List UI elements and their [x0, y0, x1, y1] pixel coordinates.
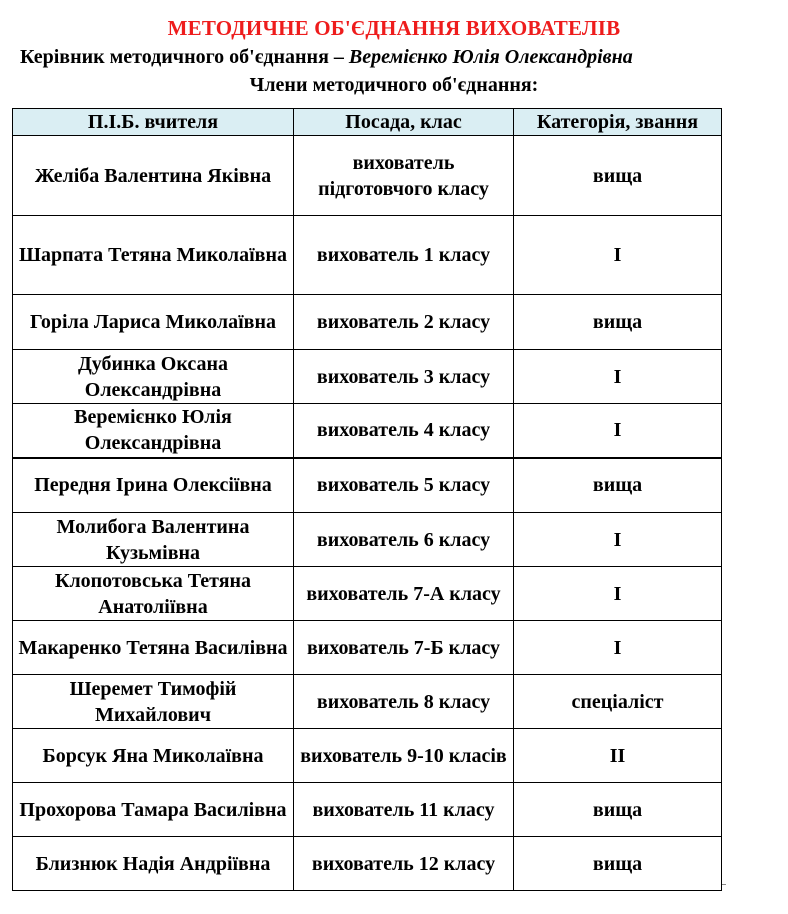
teacher-name: Молибога Валентина Кузьмівна [13, 513, 294, 567]
teacher-name: Макаренко Тетяна Василівна [13, 621, 294, 675]
members-table [12, 108, 722, 891]
leader-line [20, 46, 633, 69]
teacher-position: вихователь 7-Б класу [294, 621, 514, 675]
table-row [13, 621, 722, 675]
teacher-name: Дубинка Оксана Олександрівна [13, 350, 294, 404]
table-row [13, 350, 722, 404]
page-title: МЕТОДИЧНЕ ОБ'ЄДНАННЯ ВИХОВАТЕЛІВ [167, 16, 621, 40]
table-row [13, 458, 722, 513]
table-row [13, 783, 722, 837]
teacher-name: Близнюк Надія Андріївна [13, 837, 294, 891]
teacher-category: ІІ [514, 729, 722, 783]
column-header-category: Категорія, звання [514, 109, 722, 136]
teacher-position: вихователь 12 класу [294, 837, 514, 891]
teacher-category: І [514, 621, 722, 675]
teacher-category: вища [514, 458, 722, 513]
teacher-name: Передня Ірина Олексіївна [13, 458, 294, 513]
teacher-name: Шеремет Тимофій Михайлович [13, 675, 294, 729]
teacher-name: Борсук Яна Миколаївна [13, 729, 294, 783]
teacher-category: спеціаліст [514, 675, 722, 729]
table-row [13, 136, 722, 216]
table-header-row [13, 109, 722, 136]
leader-name: Веремієнко Юлія Олександрівна [348, 46, 633, 68]
teacher-category: І [514, 404, 722, 458]
table-row [13, 567, 722, 621]
table-row [13, 404, 722, 458]
teacher-name: Клопотовська Тетяна Анатоліївна [13, 567, 294, 621]
teacher-position: вихователь підготовчого класу [294, 136, 514, 216]
teacher-position: вихователь 7-А класу [294, 567, 514, 621]
table-row [13, 729, 722, 783]
table-row [13, 216, 722, 295]
teacher-category: вища [514, 295, 722, 350]
teacher-name: Веремієнко Юлія Олександрівна [13, 404, 294, 458]
teacher-position: вихователь 2 класу [294, 295, 514, 350]
teacher-name: Желіба Валентина Яківна [13, 136, 294, 216]
teacher-name: Горіла Лариса Миколаївна [13, 295, 294, 350]
page-corner-mark [722, 884, 726, 885]
members-heading: Члени методичного об'єднання: [249, 74, 539, 96]
table-row [13, 513, 722, 567]
teacher-category: вища [514, 837, 722, 891]
teacher-category: І [514, 216, 722, 295]
teacher-category: вища [514, 136, 722, 216]
teacher-name: Шарпата Тетяна Миколаївна [13, 216, 294, 295]
teacher-category: вища [514, 783, 722, 837]
teacher-position: вихователь 6 класу [294, 513, 514, 567]
leader-label: Керівник методичного об'єднання – [20, 46, 349, 68]
teacher-name: Прохорова Тамара Василівна [13, 783, 294, 837]
teacher-position: вихователь 4 класу [294, 404, 514, 458]
teacher-position: вихователь 11 класу [294, 783, 514, 837]
teacher-position: вихователь 1 класу [294, 216, 514, 295]
table-row [13, 837, 722, 891]
teacher-category: І [514, 567, 722, 621]
column-header-name: П.І.Б. вчителя [13, 109, 294, 136]
teacher-category: І [514, 350, 722, 404]
teacher-category: І [514, 513, 722, 567]
teacher-position: вихователь 3 класу [294, 350, 514, 404]
teacher-position: вихователь 9-10 класів [294, 729, 514, 783]
teacher-position: вихователь 5 класу [294, 458, 514, 513]
column-header-position: Посада, клас [294, 109, 514, 136]
teacher-position: вихователь 8 класу [294, 675, 514, 729]
table-row [13, 675, 722, 729]
table-row [13, 295, 722, 350]
